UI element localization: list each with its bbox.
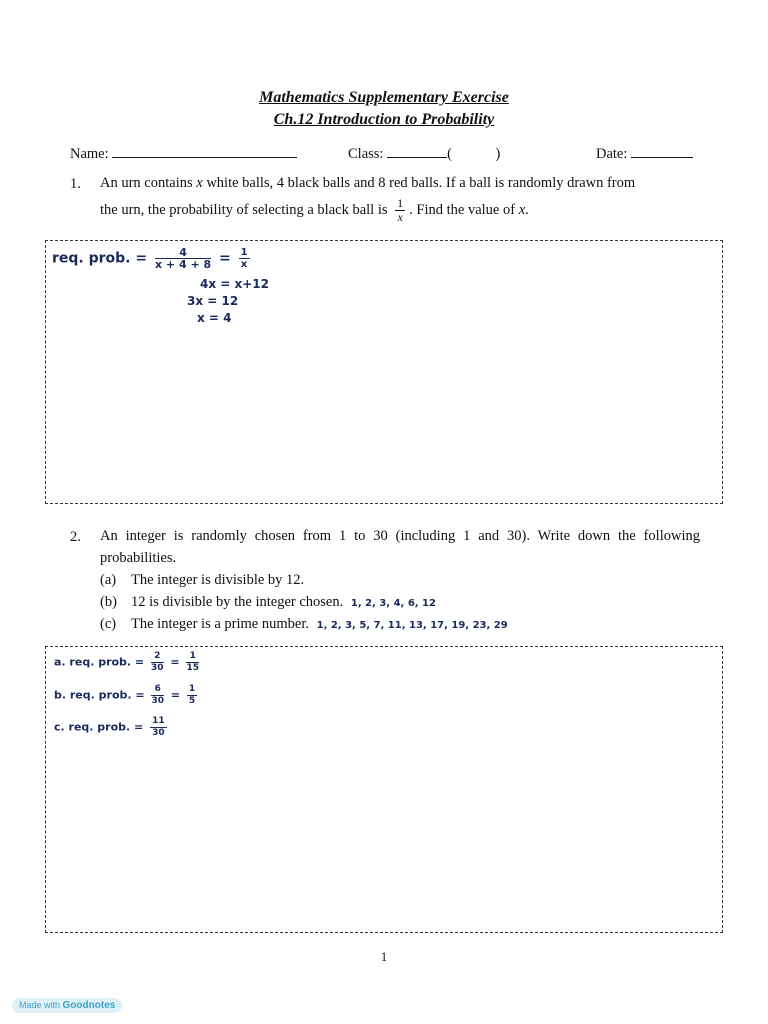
part-a-text: The integer is divisible by 12. bbox=[131, 572, 305, 588]
q1-text-c: the urn, the probability of selecting a black ball is bbox=[100, 201, 388, 218]
question-2-line-1: An integer is randomly chosen from 1 to 30 (including 1 and 30). Write down the following bbox=[100, 528, 700, 544]
badge-brand: Goodnotes bbox=[62, 1000, 116, 1011]
q1-answer-label: req. prob. = bbox=[52, 250, 148, 267]
date-blank bbox=[631, 145, 693, 158]
question-1-line-2 bbox=[100, 197, 700, 224]
q1-text-b: white balls, 4 black balls and 8 red balls. If a ball is randomly drawn from bbox=[202, 175, 636, 191]
q2b-den: 30 bbox=[151, 696, 164, 706]
class-label: Class: bbox=[348, 146, 384, 162]
answer-box-1[interactable] bbox=[45, 240, 723, 504]
question-2-line-2: probabilities. bbox=[100, 550, 177, 566]
part-c-handwritten-note: 1, 2, 3, 5, 7, 11, 13, 17, 19, 23, 29 bbox=[316, 620, 508, 631]
q1-answer-rhs bbox=[239, 247, 250, 270]
question-1-line-1 bbox=[100, 172, 700, 194]
q2b-rden: 5 bbox=[188, 696, 196, 706]
part-b-label: (b) bbox=[100, 594, 117, 610]
date-label: Date: bbox=[596, 146, 628, 162]
part-b-handwritten-note: 1, 2, 3, 4, 6, 12 bbox=[350, 598, 436, 609]
q1-answer-step-2: 3x = 12 bbox=[187, 294, 239, 308]
page-number: 1 bbox=[380, 949, 388, 964]
q2c-label: c. req. prob. = bbox=[54, 720, 144, 734]
question-2-part-c bbox=[100, 613, 508, 637]
question-1-number: 1. bbox=[70, 176, 81, 192]
question-2-number: 2. bbox=[70, 529, 81, 545]
q1-answer-step-3: x = 4 bbox=[197, 311, 232, 325]
q2a-eq: = bbox=[170, 655, 180, 669]
class-paren-open: ( bbox=[447, 146, 452, 162]
q1-answer-step-1: 4x = x+12 bbox=[200, 277, 269, 291]
q2b-result bbox=[187, 684, 197, 707]
part-c-text: The integer is a prime number. bbox=[131, 616, 309, 632]
q2b-fraction bbox=[151, 684, 164, 707]
q2a-result bbox=[186, 651, 199, 674]
q1-answer-rhs-num: 1 bbox=[240, 247, 248, 258]
part-a-label: (a) bbox=[100, 572, 117, 588]
q2b-rnum: 1 bbox=[188, 684, 196, 694]
q2-answer-a bbox=[54, 651, 202, 674]
q2a-fraction bbox=[151, 651, 164, 674]
q1-text-e: . bbox=[525, 201, 529, 218]
name-label: Name: bbox=[70, 146, 109, 162]
q2a-num: 2 bbox=[151, 651, 164, 663]
q2b-eq: = bbox=[170, 688, 181, 702]
q1-answer-rhs-den: x bbox=[240, 259, 248, 270]
date-field bbox=[596, 145, 693, 163]
class-field bbox=[348, 145, 500, 163]
q2a-rden: 15 bbox=[186, 663, 199, 673]
q2b-label: b. req. prob. = bbox=[54, 688, 145, 702]
q1-answer-eq: = bbox=[219, 250, 231, 267]
q1-answer-fraction bbox=[155, 247, 211, 270]
q1-answer-den: x + 4 + 8 bbox=[154, 258, 212, 271]
worksheet-title: Mathematics Supplementary Exercise bbox=[259, 89, 509, 106]
q2c-den: 30 bbox=[152, 728, 165, 738]
answer-box-2[interactable] bbox=[45, 646, 723, 933]
q1-fraction bbox=[395, 197, 405, 224]
q1-frac-den: x bbox=[397, 210, 403, 224]
name-blank bbox=[112, 145, 297, 158]
q1-var-x: x bbox=[196, 175, 203, 191]
q1-answer-line-1 bbox=[52, 247, 253, 270]
q1-var-x2: x bbox=[518, 201, 526, 218]
part-c-label: (c) bbox=[100, 616, 117, 632]
q2b-num: 6 bbox=[151, 684, 164, 696]
goodnotes-badge bbox=[12, 998, 122, 1013]
q2a-den: 30 bbox=[151, 663, 164, 673]
q2c-fraction bbox=[150, 716, 167, 739]
q1-answer-num: 4 bbox=[155, 247, 211, 259]
q1-text-a: An urn contains bbox=[100, 175, 197, 191]
badge-prefix: Made with bbox=[19, 1000, 61, 1010]
question-2-part-a bbox=[100, 569, 304, 591]
chapter-title: Ch.12 Introduction to Probability bbox=[273, 111, 495, 128]
q2-answer-b bbox=[54, 684, 200, 707]
part-b-text: 12 is divisible by the integer chosen. bbox=[131, 594, 344, 610]
q2-answer-c bbox=[54, 716, 170, 739]
name-field bbox=[70, 145, 297, 163]
q1-text-d: . Find the value of bbox=[409, 201, 519, 218]
class-blank bbox=[387, 145, 447, 158]
q2c-num: 11 bbox=[152, 716, 165, 726]
question-2-part-b bbox=[100, 591, 436, 615]
q1-frac-num: 1 bbox=[397, 196, 404, 210]
q2a-label: a. req. prob. = bbox=[54, 655, 145, 669]
q2a-rnum: 1 bbox=[186, 651, 199, 663]
class-paren-close: ) bbox=[495, 146, 501, 162]
